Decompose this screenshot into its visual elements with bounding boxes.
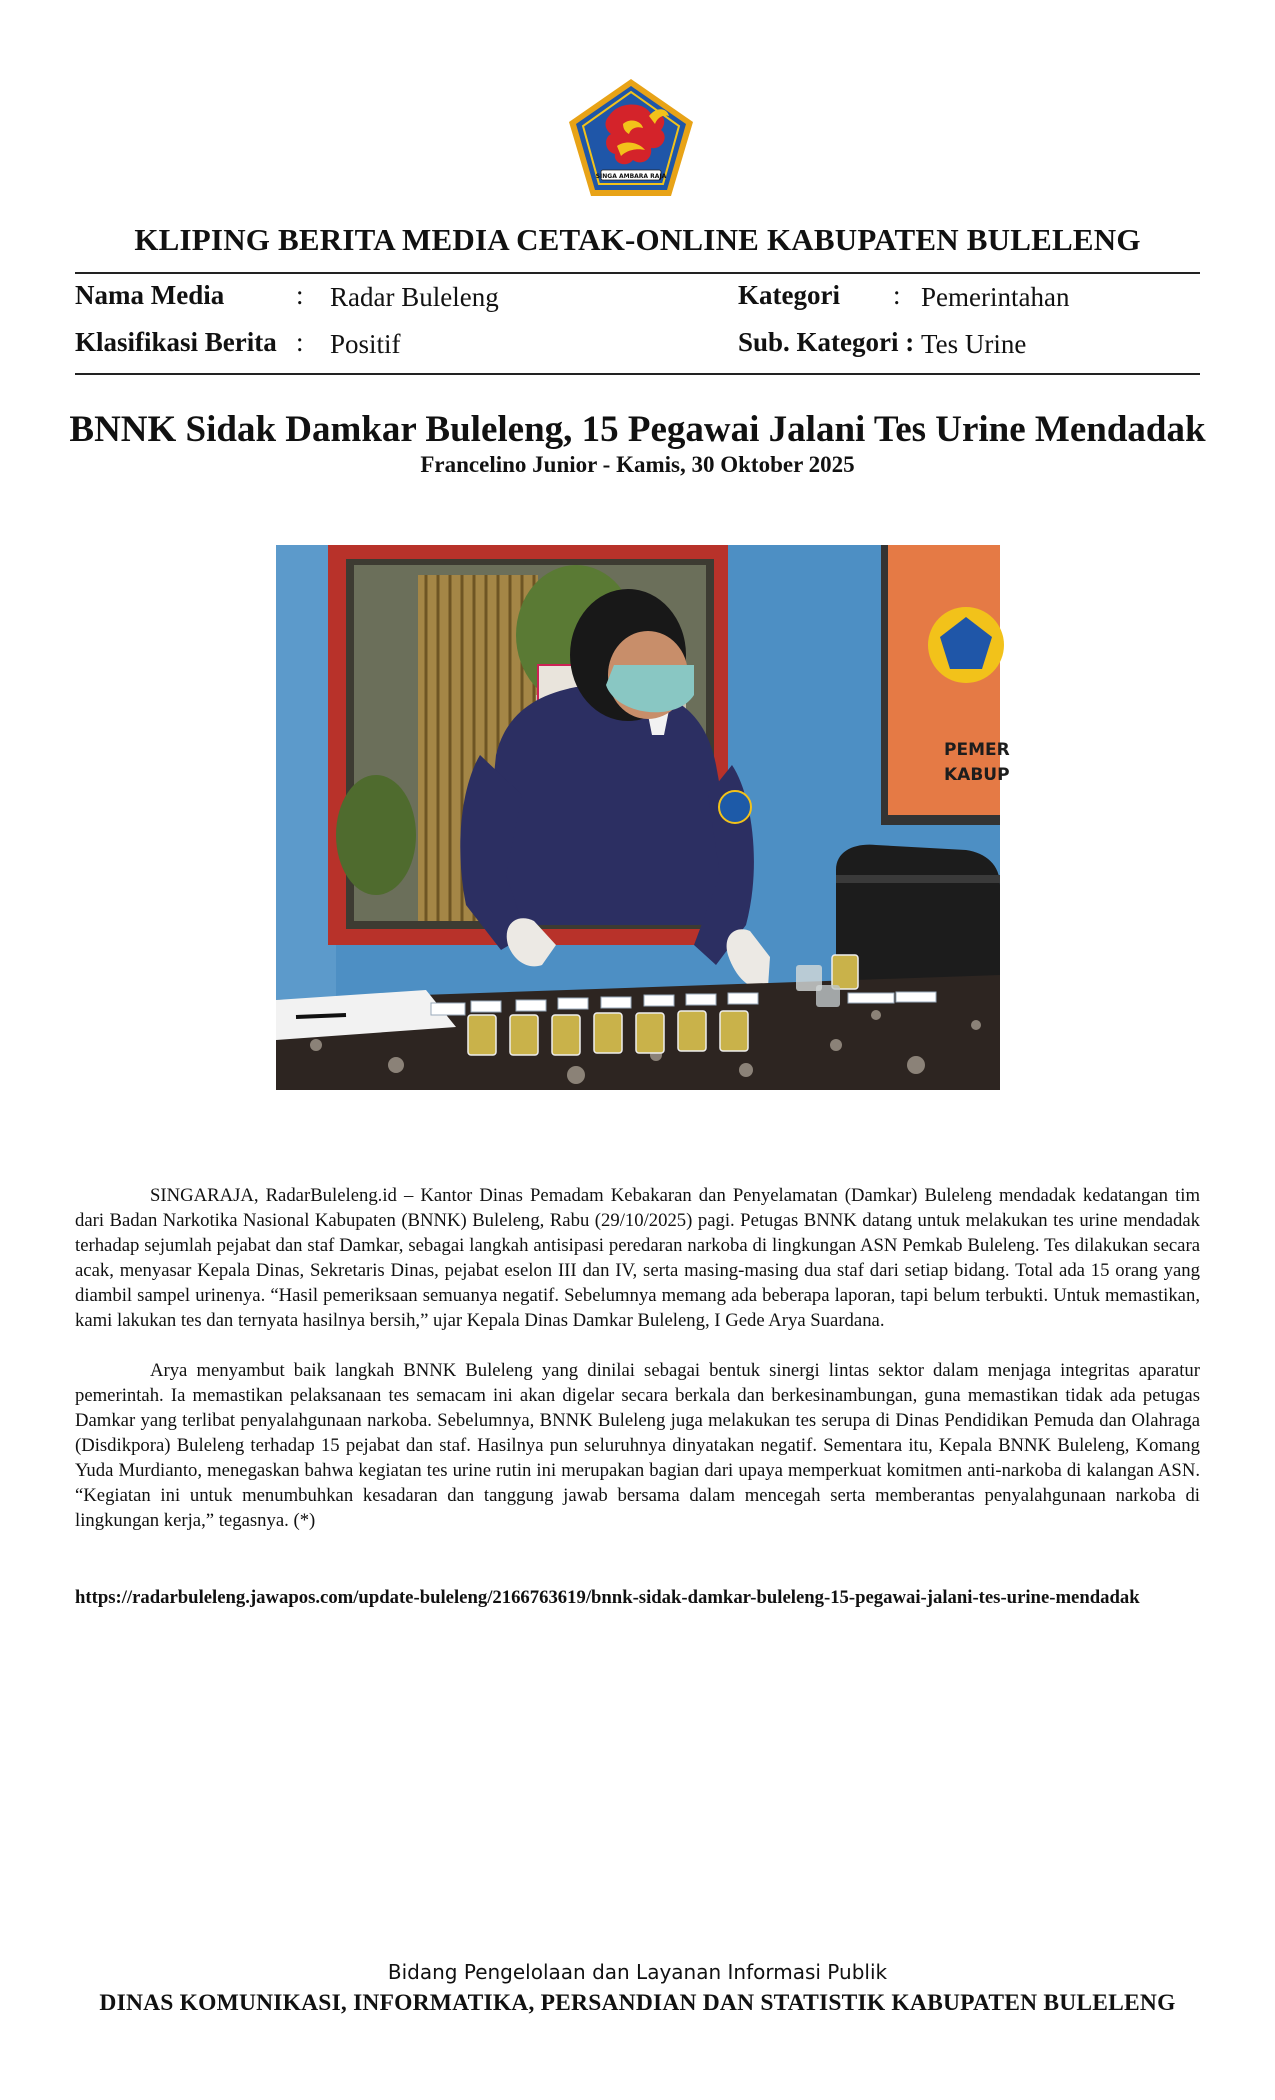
svg-text:PEMER: PEMER bbox=[944, 740, 1010, 760]
article-body bbox=[75, 1183, 1200, 1558]
footer-department: Bidang Pengelolaan dan Layanan Informasi Publik bbox=[387, 1960, 888, 1984]
klasifikasi-value: Positif bbox=[330, 329, 401, 359]
kategori-value: Pemerintahan bbox=[921, 282, 1070, 312]
klasifikasi-label: Klasifikasi Berita bbox=[75, 327, 277, 357]
article-byline: Francelino Junior - Kamis, 30 Oktober 2025 bbox=[420, 452, 855, 477]
klasifikasi-colon: : bbox=[296, 327, 304, 357]
kategori-label: Kategori bbox=[738, 280, 840, 310]
pentagon-crest-icon bbox=[565, 76, 697, 200]
kategori-colon: : bbox=[893, 280, 901, 310]
divider-bottom bbox=[75, 373, 1200, 375]
buleleng-logo bbox=[565, 76, 697, 200]
paragraph: Arya menyambut baik langkah BNNK Buleleng yang dinilai sebagai bentuk sinergi lintas sektor dalam menjaga integritas aparatur pemerintah. Ia memastikan pelaksanaan tes semacam ini akan digelar secara berkala dan berkesinambungan, guna memastikan tidak ada petugas Damkar yang terlibat penyalahgunaan narkoba. Sebelumnya, BNNK Buleleng juga melakukan tes serupa di Dinas Pendidikan Pemuda dan Olahraga (Disdikpora) Buleleng terhadap 15 pejabat dan staf. Hasilnya pun seluruhnya dinyatakan negatif. Sementara itu, Kepala BNNK Buleleng, Komang Yuda Murdianto, menegaskan bahwa kegiatan tes urine rutin ini merupakan bagian dari upaya memperkuat komitmen anti-narkoba di kalangan ASN. “Kegiatan ini untuk menumbuhkan kesadaran dan tanggung jawab bersama dalam mencegah serta memberantas penyalahgunaan narkoba di lingkungan kerja,” tegasnya. (*) bbox=[75, 1360, 1200, 1531]
bnn-badge-icon bbox=[719, 791, 751, 823]
sub-kategori-value: Tes Urine bbox=[921, 329, 1027, 359]
person-uniform bbox=[484, 687, 737, 925]
footer-agency: DINAS KOMUNIKASI, INFORMATIKA, PERSANDIAN DAN STATISTIK KABUPATEN BULELENG bbox=[99, 1990, 1176, 2016]
svg-text:KABUP: KABUP bbox=[944, 765, 1010, 785]
document-title: KLIPING BERITA MEDIA CETAK-ONLINE KABUPATEN BULELENG bbox=[134, 222, 1141, 257]
sub-kategori-label: Sub. Kategori : bbox=[738, 327, 915, 357]
nama-media-colon: : bbox=[296, 280, 304, 310]
article-photo bbox=[276, 545, 1010, 1090]
nama-media-value: Radar Buleleng bbox=[330, 282, 499, 312]
paragraph: SINGARAJA, RadarBuleleng.id – Kantor Dinas Pemadam Kebakaran dan Penyelamatan (Damkar) Buleleng mendadak kedatangan tim dari Badan Narkotika Nasional Kabupaten (BNNK) Buleleng, Rabu (29/10/2025) pagi. Petugas BNNK datang untuk melakukan tes urine mendadak terhadap sejumlah pejabat dan staf Damkar, sebagai langkah antisipasi peredaran narkoba di lingkungan ASN Pemkab Buleleng. Tes dilakukan secara acak, menyasar Kepala Dinas, Sekretaris Dinas, pejabat eselon III dan IV, serta masing-masing dua staf dari setiap bidang. Total ada 15 orang yang diambil sampel urinenya. “Hasil pemeriksaan semuanya negatif. Sebelumnya memang ada beberapa laporan, tapi belum terbukti. Untuk memastikan, kami lakukan tes dan ternyata hasilnya bersih,” ujar Kepala Dinas Damkar Buleleng, I Gede Arya Suardana. bbox=[75, 1185, 1200, 1331]
article-headline: BNNK Sidak Damkar Buleleng, 15 Pegawai Jalani Tes Urine Mendadak bbox=[69, 409, 1206, 450]
nama-media-label: Nama Media bbox=[75, 280, 225, 310]
svg-text:SINGA AMBARA RAJA: SINGA AMBARA RAJA bbox=[595, 173, 667, 180]
source-url-link[interactable]: https://radarbuleleng.jawapos.com/update-buleleng/2166763619/bnnk-sidak-damkar-buleleng-15-pegawai-jalani-tes-urine-mendadak bbox=[75, 1587, 1140, 1608]
divider-top bbox=[75, 272, 1200, 274]
urine-test-photo-illustration bbox=[276, 545, 1010, 1090]
